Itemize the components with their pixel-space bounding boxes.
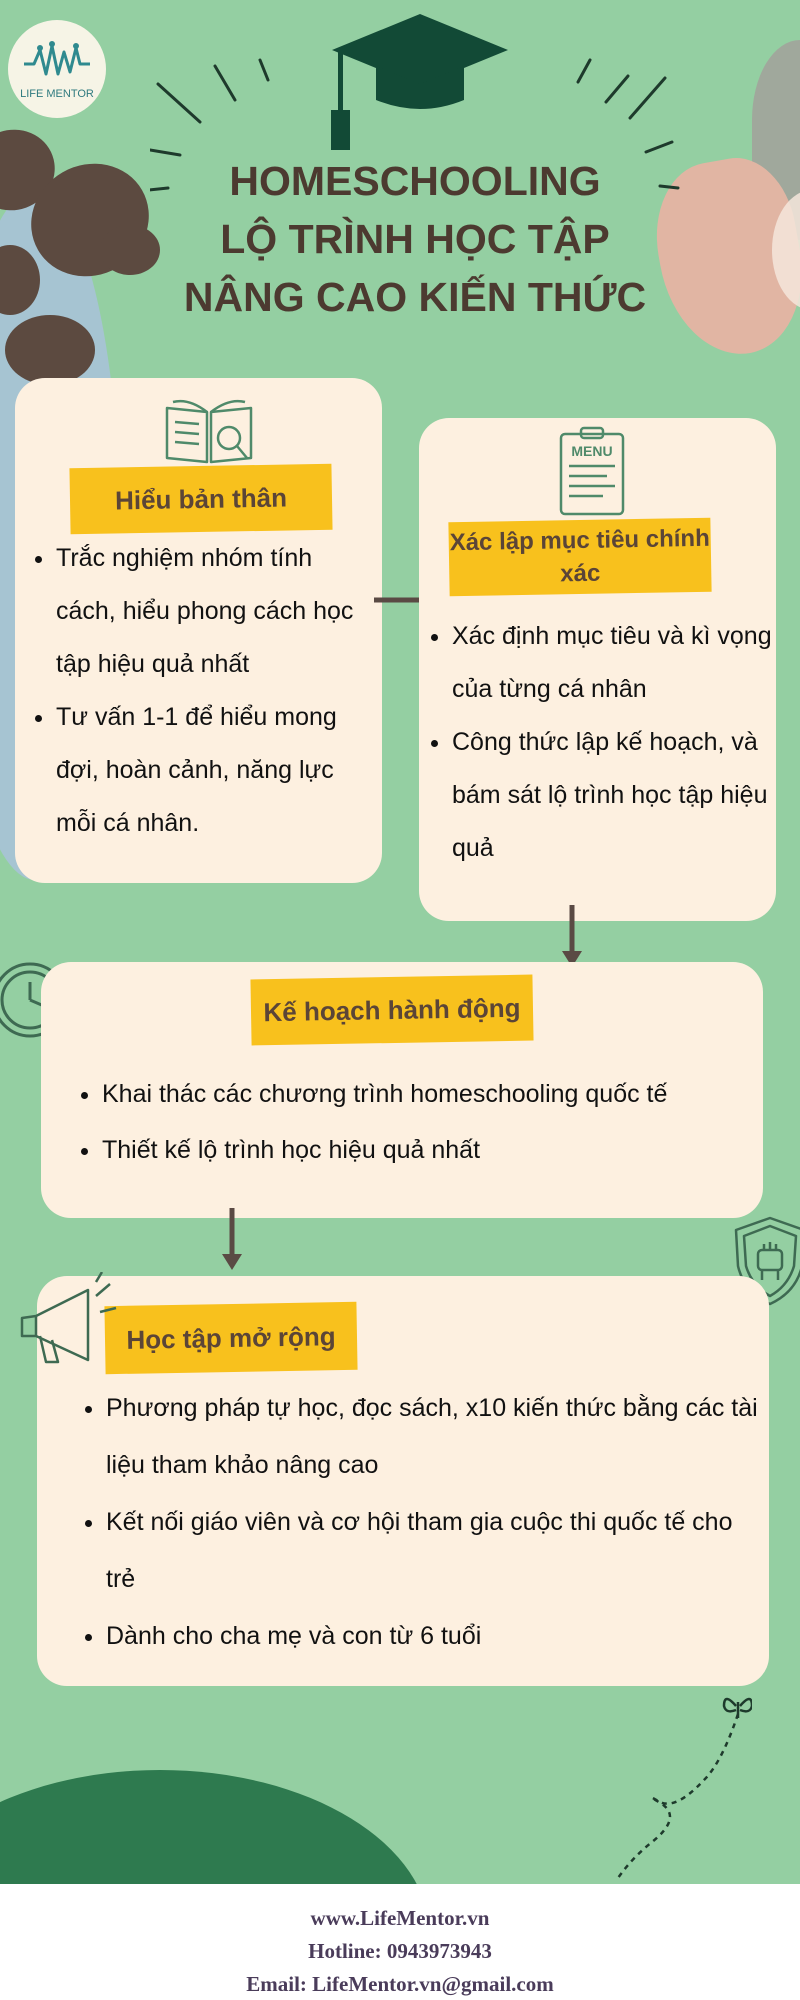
megaphone-icon: [16, 1272, 120, 1368]
list-item: • Khai thác các chương trình homeschooling quốc tế: [102, 1066, 762, 1122]
list-item: • Dành cho cha mẹ và con từ 6 tuổi: [106, 1608, 766, 1665]
page-title: [130, 152, 700, 326]
list-item: • Tư vấn 1-1 để hiểu mong đợi, hoàn cảnh, năng lực mỗi cá nhân.: [56, 691, 376, 850]
list-item: • Phương pháp tự học, đọc sách, x10 kiến thức bằng các tài liệu tham khảo nâng cao: [106, 1380, 766, 1494]
step-4-list: [78, 1380, 766, 1665]
list-item: • Thiết kế lộ trình học hiệu quả nhất: [102, 1122, 762, 1178]
step-card-1: [15, 378, 382, 883]
logo-pulse-icon: [22, 38, 92, 84]
step-1-title: Hiểu bản thân: [69, 464, 332, 535]
footer-hotline[interactable]: Hotline: 0943973943: [308, 1939, 492, 1963]
logo-badge: [8, 20, 106, 118]
list-item: • Công thức lập kế hoạch, và bám sát lộ trình học tập hiệu quả: [452, 716, 782, 875]
title-line-2: LỘ TRÌNH HỌC TẬP: [220, 216, 610, 262]
step-3-list: [74, 1066, 762, 1178]
step-2-title: Xác lập mục tiêu chính xác: [448, 518, 711, 597]
footer: [0, 1884, 800, 2000]
title-line-1: HOMESCHOOLING: [229, 158, 601, 204]
brown-blob-5: [5, 315, 95, 385]
step-4-title: Học tập mở rộng: [104, 1302, 357, 1374]
step-3-title: Kế hoạch hành động: [250, 975, 533, 1046]
list-item: • Kết nối giáo viên và cơ hội tham gia cuộc thi quốc tế cho trẻ: [106, 1494, 766, 1608]
title-line-3: NÂNG CAO KIẾN THỨC: [183, 274, 647, 320]
menu-clipboard-icon: [557, 426, 627, 518]
step-card-3: [41, 962, 763, 1218]
list-item: • Trắc nghiệm nhóm tính cách, hiểu phong cách học tập hiệu quả nhất: [56, 532, 376, 691]
step-2-list: [424, 610, 782, 875]
list-item: • Xác định mục tiêu và kì vọng của từng cá nhân: [452, 610, 782, 716]
logo-text: LIFE MENTOR: [20, 88, 94, 100]
arrow-down-icon: [560, 903, 584, 969]
menu-icon-label: MENU: [571, 443, 613, 459]
step-1-list: [28, 532, 376, 850]
arrow-down-icon: [220, 1206, 244, 1272]
footer-email[interactable]: Email: LifeMentor.vn@gmail.com: [246, 1972, 554, 1996]
butterfly-icon: [612, 1692, 752, 1882]
step-card-4: [37, 1276, 769, 1686]
step-card-2: [419, 418, 776, 921]
open-book-icon: [163, 392, 255, 468]
footer-website[interactable]: www.LifeMentor.vn: [310, 1906, 490, 1930]
